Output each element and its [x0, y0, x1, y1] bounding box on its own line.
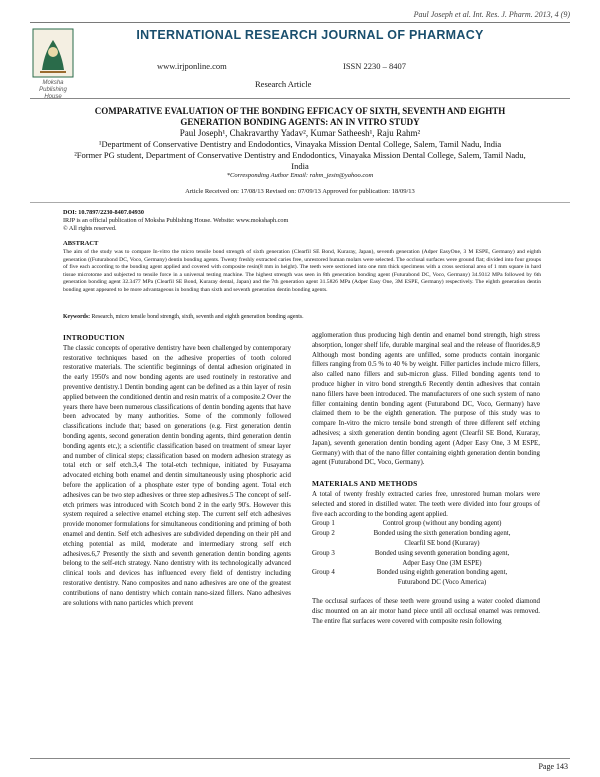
methods-text: A total of twenty freshly extracted caries free, unrestored human molars were selected and stored in distilled water. The teeth were divided into four groups of five each according to the bonding agent applied.	[312, 490, 540, 518]
group-product: Clearfil SE bond (Kuraray)	[404, 539, 480, 547]
group-label: Group 2	[312, 530, 335, 538]
article-title	[60, 106, 540, 127]
dates-rule	[30, 202, 570, 203]
corresponding-author: *Corresponding Author Email: rahm_jesin@yahoo.com	[226, 172, 374, 179]
article-type: Research Article	[255, 79, 312, 89]
group-desc: Bonded using seventh generation bonding agent,	[374, 549, 510, 557]
author-list: Paul Joseph¹, Chakravarthy Yadav², Kumar Satheesh¹, Raju Rahm²	[179, 128, 421, 138]
page-number: Page 143	[538, 762, 568, 771]
article-dates: Article Received on: 17/08/13 Revised on: 07/09/13 Approved for publication: 18/09/13	[185, 188, 415, 195]
keywords-label: Keywords:	[63, 314, 91, 320]
intro-continuation: agglomeration thus producing high dentin and enamel bond strength, high stress absorption, longer shelf life, durable marginal seal and the release of fluorides.8,9 Although most bonding agents are unfilled, some products contain inorganic fillers ranging from 0.5 % to 40 % by weight. Filler particles include micro fillers, also called nano fillers and sub-micron glass. Filled bonding agents tend to produce higher in vitro bond strength.6 Recently dentin adhesives that contain nano fillers have been introduced. The manufacturers of one such system of nano filler containing dentin bonding agent (Futurabond DC, Voco, Germany) have claimed them to be the eighth generation. The purpose of this study was to compare In-vitro the micro tensile bond strength of three different self etching adhesives; a sixth generation dentin bonding agent (Clearfil SE Bond, Kuraray, Japan), seventh generation dentin bonding agent (Adper Easy One, 3 M ESPE, Germany) with that of the nano filler containing eighth generation dentin bonding agent (Futurabond DC, Voco, Germany).	[312, 332, 540, 467]
methods-closing-text: The occlusal surfaces of these teeth were ground using a water cooled diamond disc mounted on an air motor hand piece until all occlusal enamel was removed. The entire flat surfaces were covered with composite resin following	[312, 597, 540, 625]
group-row	[312, 539, 540, 549]
journal-website[interactable]: www.irjponline.com	[157, 61, 227, 71]
left-column	[63, 331, 291, 608]
group-label: Group 1	[312, 520, 335, 528]
journal-logo	[32, 28, 74, 78]
group-row	[312, 519, 540, 529]
group-label: Group 4	[312, 569, 335, 577]
intro-text: The classic concepts of operative dentistry have been challenged by contemporary restorative techniques based on the adhesive properties of tooth colored restorative materials. The scientific beginnings of dental adhesion originated in the early 1950's and now bonding agents are used routinely in restorative and preventive dentistry.1 Dentin bonding agent can be defined as a thin layer of resin applied between the conditioned dentin and resin matrix of a composite.2 Over the years there have been numerous classifications of dentin bonding agents that have been advocated by many authorities. Some of the commonly followed classifications include that; based on generations (e.g. First generation dentin bonding agents, second generation dentin bonding agents, third generation dentin bonding agents etc,); a scientific classification based on treatment of smear layer and number of clinical steps; classification based on modern adhesion strategy as total etch or self etch.3,4 The total-etch technique, initiated by Fusayama advocated etching both enamel and dentin simultaneously using phosphoric acid before the application of a phosphate ester type of bonding agent. Total etch adhesives can be two step adhesives or three step adhesives.5 The concept of self- etch primers was introduced with Scotch bond 2 in the early 90's. However this system required a selective enamel etching step. The current self etch adhesives provide monomer formulations for simultaneous conditioning and priming of both enamel and dentin. Self etch adhesives are subdivided depending on their pH and etching potential as mild, moderate and intermediary strong self etch adhesives.6,7 Presently the sixth and seventh generation dentin bonding agents belong to the self-etch strategy. Nano dentistry with its technologically advanced clinical tools and devices has influenced every field of dentistry including restorative dentistry. Nano composites and nano adhesives are one of the greatest contributions of nano dentistry which contain nano-sized fillers. Nano adhesives are solutions with nano particles which prevent	[63, 344, 291, 607]
group-desc: Control group (without any bonding agent)	[382, 520, 502, 528]
group-product: Futurabond DC (Voco America)	[397, 579, 487, 587]
title-line-1: COMPARATIVE EVALUATION OF THE BONDING EFFICACY OF SIXTH, SEVENTH AND EIGHTH	[94, 106, 506, 116]
group-label: Group 3	[312, 549, 335, 557]
group-desc: Bonded using the sixth generation bonding agent,	[373, 530, 511, 538]
abstract-heading: ABSTRACT	[63, 240, 99, 247]
group-desc: Bonded using eighth generation bonding agent,	[376, 569, 508, 577]
group-product: Adper Easy One (3M ESPE)	[402, 559, 482, 567]
group-row	[312, 578, 540, 588]
title-line-2: GENERATION BONDING AGENTS: AN IN VITRO STUDY	[180, 116, 420, 127]
moksha-logo-icon	[32, 28, 74, 78]
affiliation-2: ²Former PG student, Department of Conservative Dentistry and Endodontics, Vinayaka Mission Dental College, Salem, Tamil Nadu, India	[74, 150, 526, 171]
group-row	[312, 559, 540, 569]
journal-issn: ISSN 2230 – 8407	[343, 61, 407, 71]
logo-caption-line2: Publishing	[39, 87, 67, 94]
header-rule	[30, 98, 570, 99]
running-head: Paul Joseph et al. Int. Res. J. Pharm. 2013, 4 (9)	[413, 10, 570, 19]
keywords	[63, 314, 541, 322]
keywords-text: Research, micro tensile bond strength, sixth, seventh and eighth generation bonding agents.	[91, 314, 304, 320]
logo-caption-line1: Moksha	[42, 80, 64, 86]
abstract-text: The aim of the study was to compare In-vitro the micro tensile bond strength of sixth generation (Clearfil SE Bond, Kuraray, Japan), seventh generation (Adper EasyOne, 3 M ESPE, Germany) and eighth generation ((Futurabond DC, Voco, Germany) dentin bonding agents. Twenty freshly extracted caries free, unrestored human molars were selected. The occlusal surfaces were ground flat; divided into four groups of five each according to the bonding agent applied and covered with composite resin(8 mm in height). The teeth were sectioned into one mm thick specimens with a cross sectional area of 1 mm square in hard tissue microtome and subjected to tensile force in a universal testing machine. The highest strength was seen in 8th generation bonding agent (Futurabond DC, Voco, Germany) 34.9312 MPa followed by 6th generation bonding agent 32.3477 MPa (Clearfil SE Bond, Kuraray dental, Japan) and the 7th generation agent 31.5826 MPa (Adper Easy One, 3M ESPE, Germany) respectively. The eighth generation dentin bonding agent appeared to be more advantageous in bonding than sixth and seventh generation dentin bonding agents.	[63, 249, 541, 293]
right-column	[312, 331, 540, 626]
affiliation-1: ¹Department of Conservative Dentistry and Endodontics, Vinayaka Mission Dental College, Salem, Tamil Nadu, India	[98, 139, 502, 149]
doi-text: DOI: 10.7897/2230-8407.04930	[63, 209, 144, 216]
methods-heading: MATERIALS AND METHODS	[312, 479, 418, 489]
group-row	[312, 529, 540, 539]
group-row	[312, 549, 540, 559]
top-rule	[30, 22, 570, 23]
intro-heading: INTRODUCTION	[63, 333, 125, 342]
rights-note: © All rights reserved.	[63, 225, 117, 232]
group-row	[312, 568, 540, 578]
journal-title: INTERNATIONAL RESEARCH JOURNAL OF PHARMACY	[136, 28, 484, 42]
footer-rule	[30, 758, 570, 759]
publisher-note: IRJP is an official publication of Moksha Publishing House. Website: www.mokshaph.com	[63, 217, 289, 224]
